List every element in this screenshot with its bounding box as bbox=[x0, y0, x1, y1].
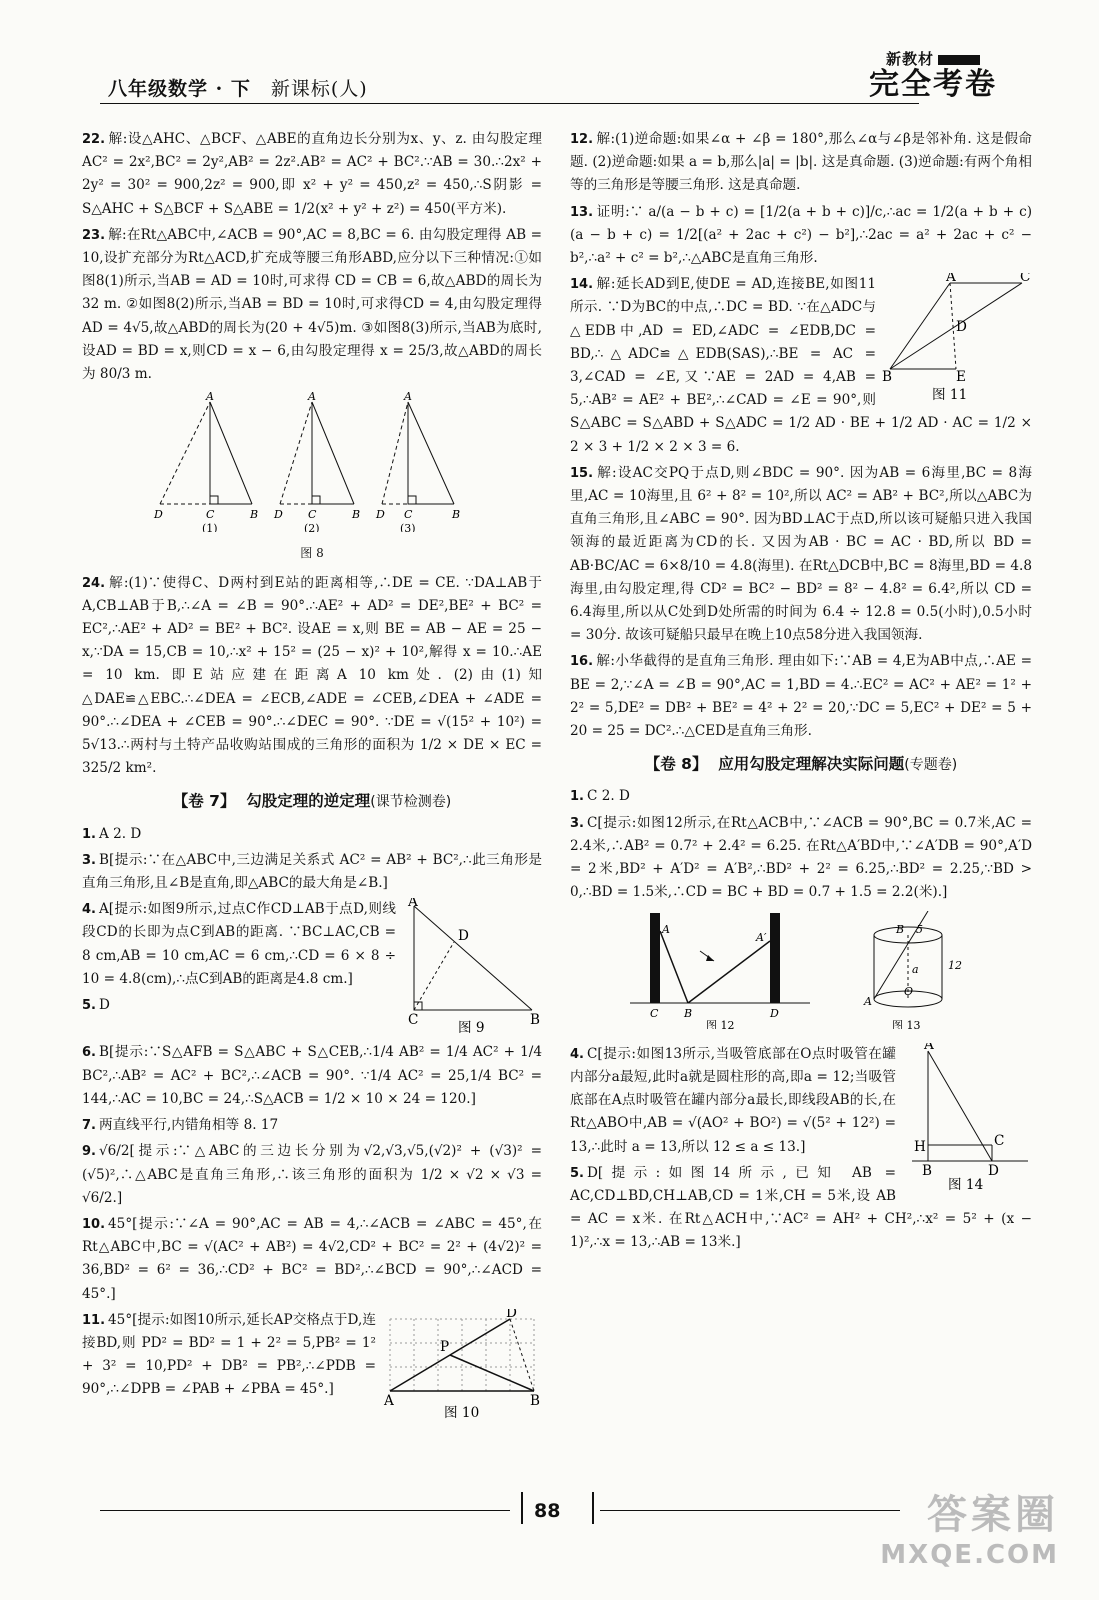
brand-logo bbox=[869, 48, 997, 101]
svg-text:A: A bbox=[662, 922, 670, 936]
footer-bar-right bbox=[592, 1492, 594, 1524]
footer-rule-left bbox=[100, 1510, 510, 1511]
fig8-sub2 bbox=[273, 392, 360, 532]
edition-label: 新课标(人) bbox=[270, 78, 368, 100]
svg-text:C: C bbox=[206, 508, 215, 522]
svg-text:C: C bbox=[650, 1006, 659, 1020]
svg-text:B: B bbox=[530, 1392, 540, 1409]
section-8-heading: 【卷 8】 应用勾股定理解决实际问题(专题卷) bbox=[644, 755, 958, 774]
answer-22: 22. 解:设△AHC、△BCF、△ABE的直角边长分别为x、y、z. 由勾股定理 AC² = 2x²,BC² = 2y²,AB² = 2z².AB² = AC² + BC².∵AB = 30.∴2x² + 2y² = 30² = 900,2z² = 900,即 x² + y² = 450,z² = 450,∴S阴影 = S△AHC + S△BCF + S△ABE = 1/2(x² + y² + z²) = 450(平方米). bbox=[82, 131, 542, 217]
svg-text:D: D bbox=[956, 319, 967, 336]
svg-text:(2): (2) bbox=[304, 522, 320, 533]
svg-text:A: A bbox=[206, 392, 214, 404]
watermark: 答案圈 MXQE.COM bbox=[880, 1492, 1059, 1570]
svg-text:a: a bbox=[912, 962, 919, 976]
svg-text:5: 5 bbox=[916, 922, 923, 936]
svg-text:A: A bbox=[864, 994, 872, 1008]
svg-text:P: P bbox=[440, 1338, 450, 1355]
svg-text:C: C bbox=[1020, 273, 1031, 286]
answer-24: 24. 解:(1)∵使得C、D两村到E站的距离相等,∴DE = CE. ∵DA⊥AB于A,CB⊥AB于B,∴∠A = ∠B = 90°.∴AE² + AD² = DE²,BE² + BC² = EC²,∴AE² + AD² = BE² + BC². 设AE = x,则 BE = AB − AE = 25 − x,∵DA = 15,CB = 10,∴x² + 15² = (25 − x)² + 10²,解得 x = 10.∴AE = 10 km. 即E站应建在距离A 10 km处. (2)由(1)知△DAE≌△EBC.∴∠DEA = ∠ECB,∠ADE = ∠CEB,∠DEA + ∠ADE = 90°.∴∠DEA + ∠CEB = 90°.∴∠DEC = 90°. ∵DE = √(15² + 10²) = 5√13.∴两村与土特产品收购站围成的三角形的面积为 1/2 × DE × EC = 325/2 km². bbox=[82, 574, 542, 777]
svg-text:B: B bbox=[922, 1162, 932, 1179]
fig8-caption: 图 8 bbox=[300, 546, 324, 561]
brand-bar bbox=[938, 55, 980, 65]
svg-text:(3): (3) bbox=[400, 522, 416, 533]
svg-text:图 12: 图 12 bbox=[706, 1018, 735, 1029]
footer-bar-left bbox=[521, 1492, 523, 1524]
svg-text:D: D bbox=[506, 1308, 517, 1321]
figure-11 bbox=[882, 273, 1032, 411]
figures-12-13 bbox=[570, 911, 1032, 1037]
svg-text:D: D bbox=[988, 1162, 999, 1179]
page-number: 88 bbox=[534, 1500, 561, 1522]
sec7-answer-4: 4. A[提示:如图9所示,过点C作CD⊥AB于点D,则线段CD的长即为点C到AB的距离. ∵BC⊥AC,CB = 8 cm,AB = 10 cm,AC = 6 cm,∴CD = 6 × 8 ÷ 10 = 4.8(cm),∴点C到AB的距离是4.8 cm.] bbox=[82, 901, 396, 987]
svg-text:A: A bbox=[408, 898, 418, 911]
svg-text:C: C bbox=[308, 508, 317, 522]
svg-text:A′: A′ bbox=[756, 930, 767, 944]
svg-text:A: A bbox=[384, 1392, 394, 1409]
svg-text:B: B bbox=[250, 508, 259, 522]
answer-12: 12. 解:(1)逆命题:如果∠α + ∠β = 180°,那么∠α与∠β是邻补角. 这是假命题. (2)逆命题:如果 a = b,那么|a| = |b|. 这是真命题. (3)逆命题:有两个角相等的三角形是等腰三角形. 这是真命题. bbox=[570, 131, 1032, 194]
sec8-answer-3: 3. C[提示:如图12所示,在Rt△ACB中,∵∠ACB = 90°,BC = 0.7米,AC = 2.4米,∴AB² = 0.7² + 2.4² = 6.25. 在Rt△A′BD中,∵∠A′DB = 90°,A′D = 2米,BD² + A′D² = A′B²,∴BD² + 2² = 6.25,∴BD² = 2.25,∵BD > 0,∴BD = 1.5米,∴CD = BC + BD = 0.7 + 1.5 = 2.2(米).] bbox=[570, 814, 1032, 901]
svg-text:图 9: 图 9 bbox=[458, 1020, 485, 1034]
book-title: 八年级数学 · 下 bbox=[108, 78, 251, 100]
svg-text:O: O bbox=[904, 984, 914, 998]
svg-text:D: D bbox=[458, 928, 469, 945]
fig8-sub3 bbox=[375, 392, 460, 532]
left-column bbox=[82, 128, 542, 1427]
svg-text:C: C bbox=[994, 1132, 1005, 1149]
answer-16: 16. 解:小华截得的是直角三角形. 理由如下:∵AB = 4,E为AB中点,∴AE = BE = 2,∵∠A = ∠B = 90°,AC = 1,BD = 4.∴EC² = AC² + AE² = 1² + 2² = 5,DE² = DB² + BE² = 4² + 2² = 20,∵DC = 5,EC² + DE² = 5 + 20 = 25 = DC².∴△CED是直角三角形. bbox=[570, 653, 1032, 740]
svg-text:图 11: 图 11 bbox=[932, 387, 968, 404]
sec7-answer-3: 3. B[提示:∵在△ABC中,三边满足关系式 AC² = AB² + BC²,∴此三角形是直角三角形,且∠B是直角,即△ABC的最大角是∠B.] bbox=[82, 851, 542, 892]
svg-text:D: D bbox=[154, 508, 163, 522]
svg-text:H: H bbox=[914, 1138, 926, 1155]
right-column bbox=[570, 128, 1032, 1258]
svg-text:D: D bbox=[274, 508, 283, 522]
svg-text:12: 12 bbox=[948, 958, 962, 972]
sec8-answer-1: 1. C 2. D bbox=[570, 788, 630, 805]
svg-text:A: A bbox=[924, 1042, 934, 1053]
svg-text:B: B bbox=[882, 369, 892, 386]
svg-text:图 13: 图 13 bbox=[892, 1018, 921, 1029]
answer-15: 15. 解:设AC交PQ于点D,则∠BDC = 90°. 因为AB = 6海里,BC = 8海里,AC = 10海里,且 6² + 8² = 10²,所以 AC² = AB² + BC²,所以△ABC为直角三角形,且∠ABC = 90°. 因为BD⊥AC于点D,所以该可疑船只进入我国领海的最近距离为CD的长. 又因为AB · BC = AC · BD,所以 BD = AB·BC/AC = 6×8/10 = 4.8(海里). 在Rt△DCB中,BC = 8海里,BD = 4.8海里,由勾股定理,得 CD² = BC² − BD² = 8² − 4.8² = 6.4²,所以 CD = 6.4海里,所以从C处到D处所需的时间为 6.4 ÷ 12.8 = 0.5(小时),0.5小时 = 30分. 故该可疑船只最早在晚上10点58分进入我国领海. bbox=[570, 464, 1032, 644]
svg-text:D: D bbox=[770, 1006, 779, 1020]
figure-14 bbox=[902, 1043, 1032, 1201]
section-7-heading: 【卷 7】 勾股定理的逆定理(课节检测卷) bbox=[172, 792, 452, 811]
answer-13: 13. 证明:∵ a/(a − b + c) = [1/2(a + b + c)]/c,∴ac = 1/2(a + b + c)(a − b + c) = 1/2[(a² + 2ac + c²) − b²],∴2ac = a² + 2ac + c² − b²,∴a² + c² = b²,∴△ABC是直角三角形. bbox=[570, 203, 1032, 267]
figure-9 bbox=[402, 898, 542, 1041]
svg-text:E: E bbox=[956, 369, 966, 386]
sec7-answer-11: 11. 45°[提示:如图10所示,延长AP交格点于D,连接BD,则 PD² = BD² = 1 + 2² = 5,PB² = 1² + 3² = 10,PD² + DB² = PB²,∴∠PDB = 90°,∴∠DPB = ∠PAB + ∠PBA = 45°.] bbox=[82, 1311, 376, 1398]
footer-rule-right bbox=[600, 1510, 900, 1511]
svg-text:图 10: 图 10 bbox=[444, 1404, 480, 1419]
sec7-answer-10: 10. 45°[提示:∵∠A = 90°,AC = AB = 4,∴∠ACB = ∠ABC = 45°,在Rt△ABC中,BC = √(AC² + AB²) = 4√2,CD² + BC² = 2² + (4√2)² = 36,BD² = 6² = 36,∴CD² + BC² = BD²,∴∠BCD = 90°,∴∠ACD = 45°.] bbox=[82, 1215, 542, 1302]
svg-text:C: C bbox=[404, 508, 413, 522]
sec7-answer-5: 5. D bbox=[82, 997, 110, 1014]
svg-text:D: D bbox=[376, 508, 385, 522]
brand-main: 完全考卷 bbox=[869, 67, 997, 102]
answer-14: 14. 解:延长AD到E,使DE = AD,连接BE,如图11所示. ∵D为BC的中点,∴DC = BD. ∵在△ADC与△EDB中,AD = ED,∠ADC = ∠EDB,DC = BD,∴△ADC≌△EDB(SAS),∴BE = AC = 3,∠CAD = ∠E,又∵AE = 2AD = 4,AB = 5,∴AB² = AE² + BE²,∴∠CAD = ∠E = 90°,则 S△ABC = S△ABD + S△ADC = 1/2 AD · BE + 1/2 AD · AC = 1/2 × 2 × 3 + 1/2 × 2 × 3 = 6. bbox=[570, 276, 1032, 455]
figure-13 bbox=[863, 911, 962, 1029]
svg-text:C: C bbox=[408, 1012, 419, 1029]
sec7-answer-9: 9. √6/2[提示:∵△ABC的三边长分别为√2,√3,√5,(√2)² + (√3)² = (√5)²,∴△ABC是直角三角形,∴该三角形的面积为 1/2 × √2 × √3 = √6/2.] bbox=[82, 1143, 542, 1206]
sec7-answer-7: 7. 两直线平行,内错角相等 8. 17 bbox=[82, 1117, 279, 1134]
svg-text:B: B bbox=[684, 1006, 693, 1020]
sec8-answer-5: 5. D[提示:如图14所示,已知 AB = AC,CD⊥BD,CH⊥AB,CD = 1米,CH = 5米,设 AB = AC = x米. 在Rt△ACH中,∵AC² = AH² + CH²,∴x² = 5² + (x − 1)²,∴x = 13,∴AB = 13米.] bbox=[570, 1164, 1032, 1251]
svg-text:B: B bbox=[896, 922, 905, 936]
fig8-sub1 bbox=[153, 392, 258, 532]
svg-text:B: B bbox=[352, 508, 361, 522]
svg-text:B: B bbox=[530, 1012, 540, 1029]
svg-text:A: A bbox=[404, 392, 412, 404]
figure-8 bbox=[82, 392, 542, 565]
svg-text:A: A bbox=[946, 273, 956, 286]
svg-text:图 14: 图 14 bbox=[948, 1176, 984, 1193]
svg-text:A: A bbox=[308, 392, 316, 404]
sec7-answer-1: 1. A 2. D bbox=[82, 825, 142, 842]
sec8-answer-4: 4. C[提示:如图13所示,当吸管底部在O点时吸管在罐内部分a最短,此时a就是圆柱形的高,即a = 12;当吸管底部在A点时吸管在罐内部分a最长,即线段AB的长,在Rt△ABO中,AB = √(AO² + BO²) = √(5² + 12²) = 13,∴此时 a = 13,所以 12 ≤ a ≤ 13.] bbox=[570, 1045, 896, 1155]
figure-10 bbox=[382, 1309, 542, 1427]
figure-12 bbox=[630, 913, 810, 1029]
svg-text:B: B bbox=[452, 508, 461, 522]
answer-23: 23. 解:在Rt△ABC中,∠ACB = 90°,AC = 8,BC = 6. 由勾股定理得 AB = 10,设扩充部分为Rt△ACD,扩充成等腰三角形ABD,应分以下三种情况:①如图8(1)所示,当AB = AD = 10时,可求得 CD = CB = 6,故△ABD的周长为32 m. ②如图8(2)所示,当AB = BD = 10时,可求得CD = 4,由勾股定理得AD = 4√5,故△ABD的周长为(20 + 4√5)m. ③如图8(3)所示,当AB为底时,设AD = BD = x,则CD = x − 6,由勾股定理得 x = 25/3,故△ABD的周长为 80/3 m. bbox=[82, 226, 542, 383]
svg-text:(1): (1) bbox=[202, 522, 218, 533]
running-header bbox=[108, 74, 368, 101]
sec7-answer-6: 6. B[提示:∵S△AFB = S△ABC + S△CEB,∴1/4 AB² = 1/4 AC² + 1/4 BC²,∴AB² = AC² + BC²,∴∠ACB = 90°. ∵1/4 AC² = 25,1/4 BC² = 144,∴AC = 10,BC = 24,∴S△ACB = 1/2 × 10 × 24 = 120.] bbox=[82, 1044, 542, 1107]
brand-top: 新教材 bbox=[885, 50, 934, 68]
header-rule bbox=[100, 103, 919, 104]
